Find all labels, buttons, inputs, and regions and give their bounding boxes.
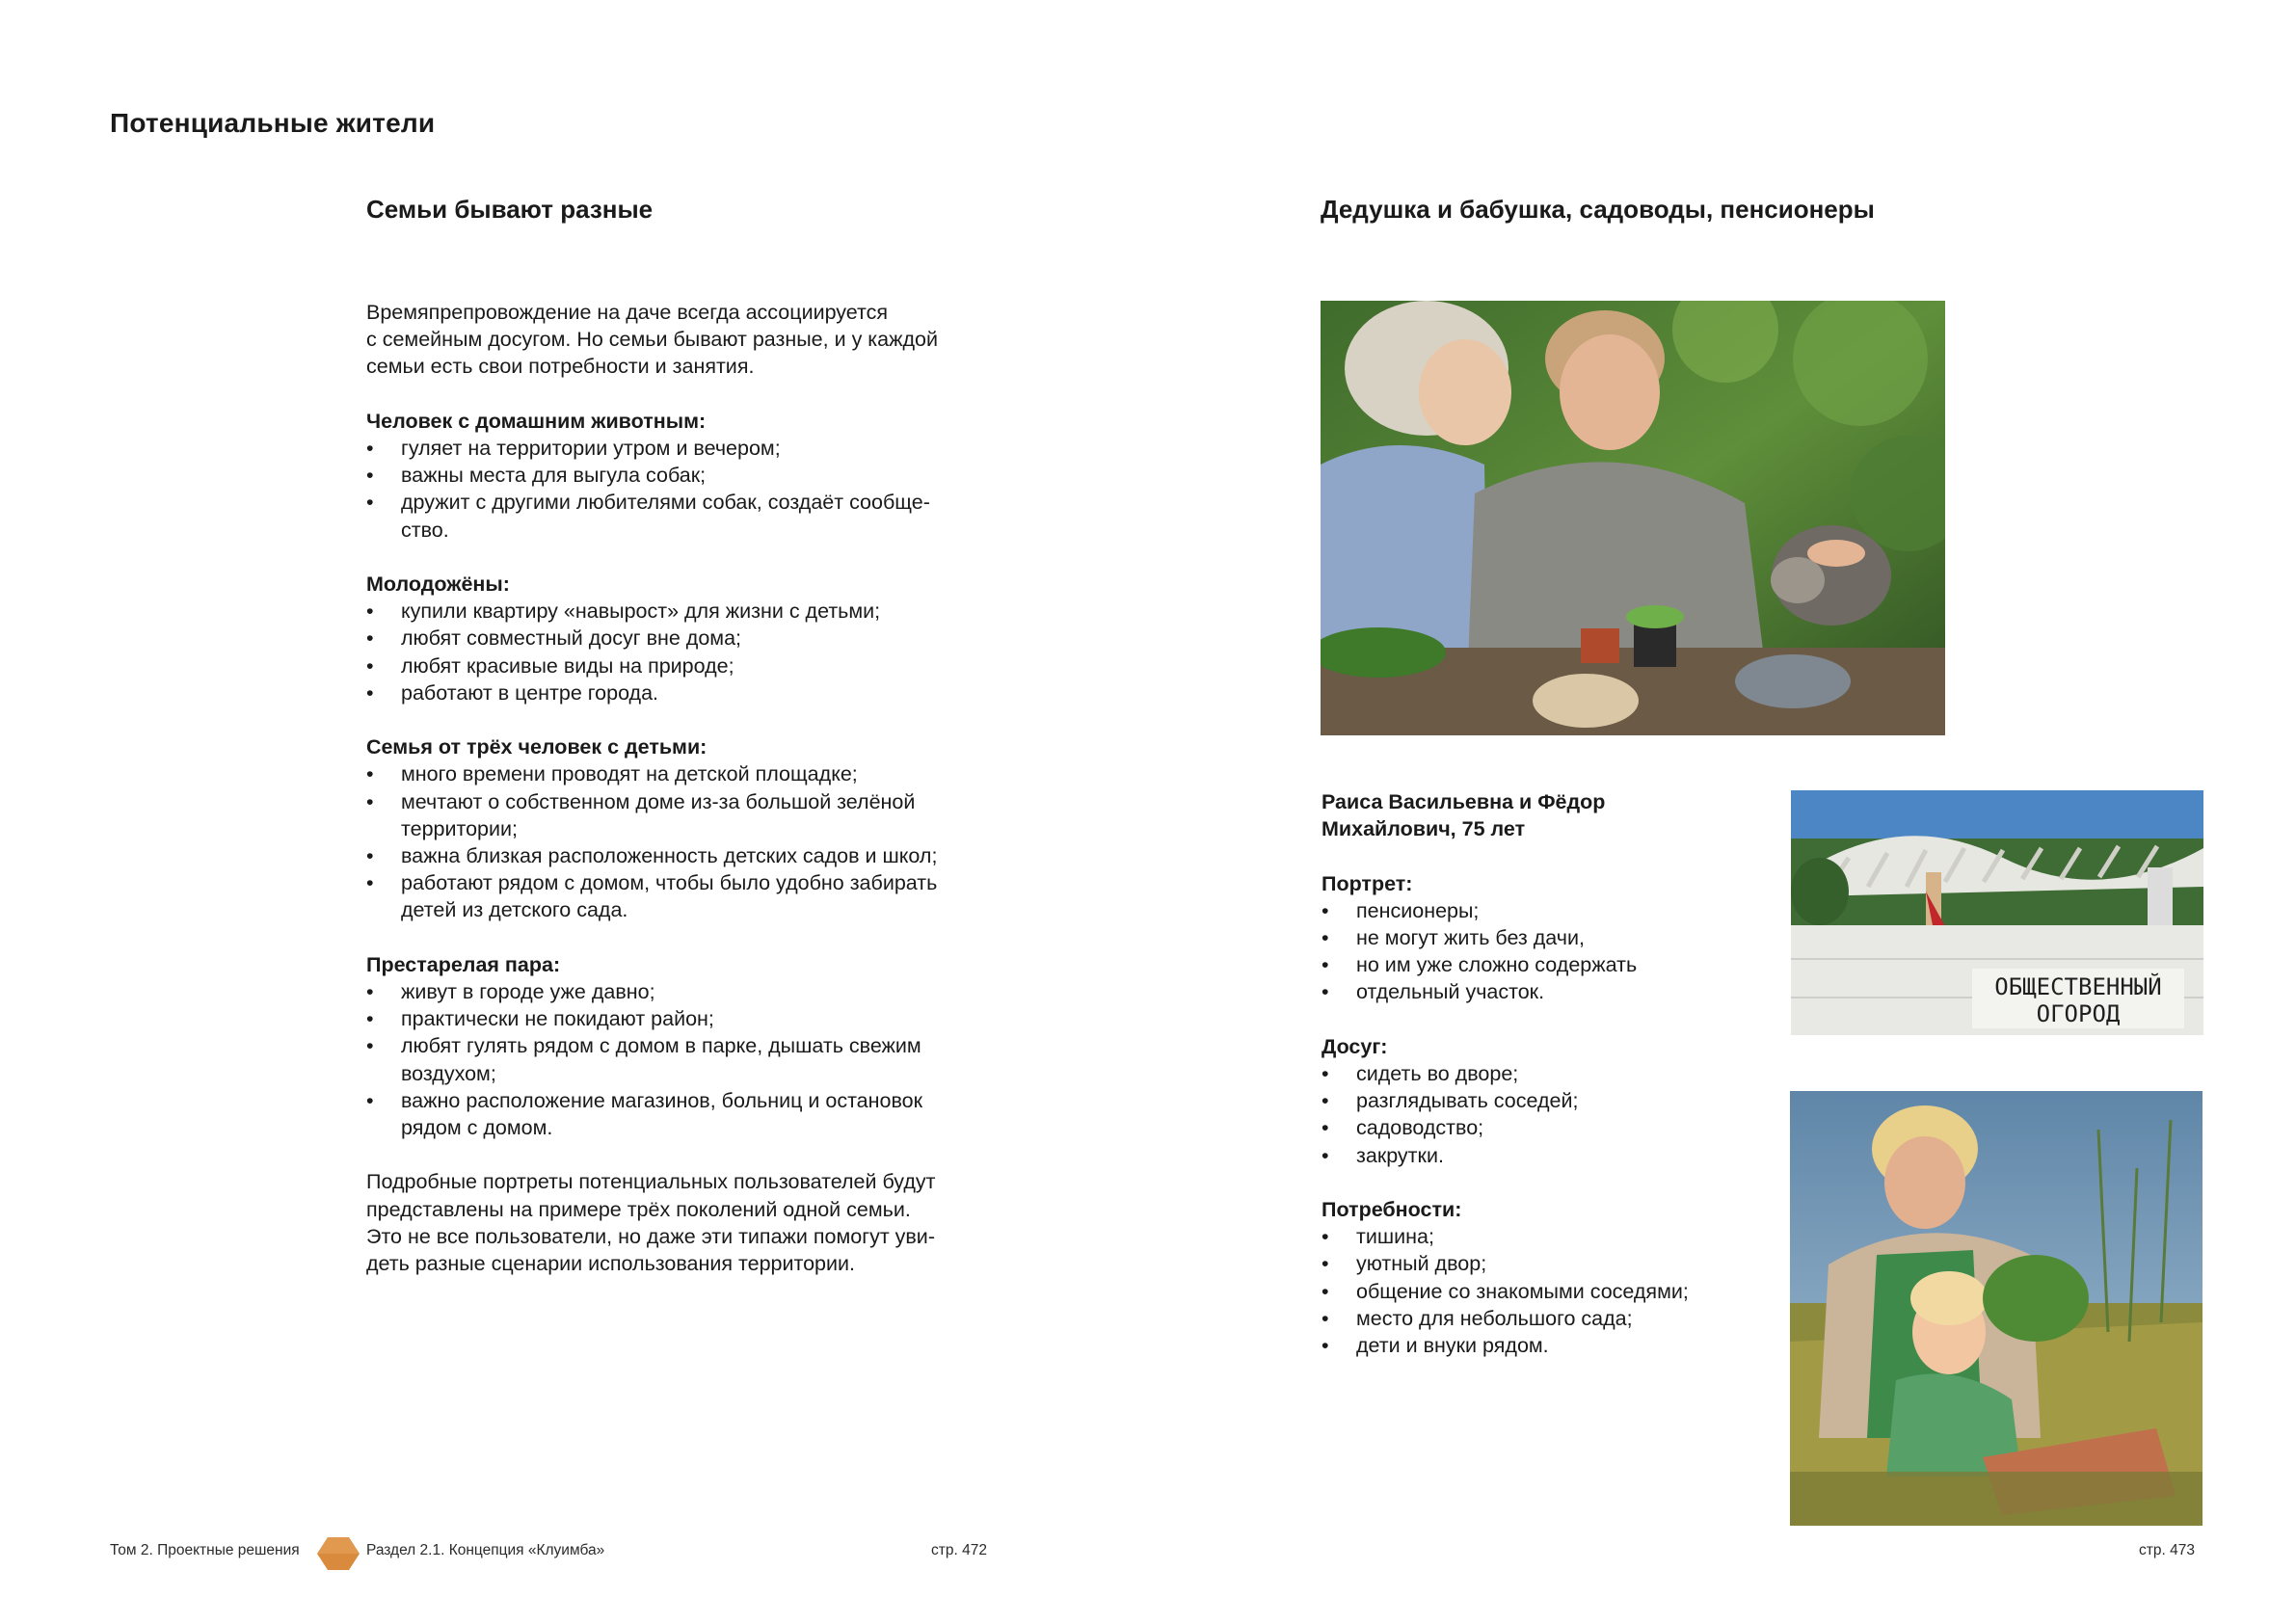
list-item: • разглядывать соседей; <box>1322 1087 1775 1114</box>
intro-line: Времяпрепровождение на даче всегда ассоциируется <box>366 301 889 324</box>
list-item: • любят красивые виды на природе; <box>366 652 1002 679</box>
list-item: • дружит с другими любителями собак, создаёт сообще- ство. <box>366 489 1002 543</box>
section-title-needs: Потребности: <box>1322 1198 1462 1221</box>
list-item: • пенсионеры; <box>1322 897 1775 924</box>
newlyweds-list <box>366 598 1002 706</box>
list-item: • место для небольшого сада; <box>1322 1305 1775 1332</box>
list-item: • садоводство; <box>1322 1114 1775 1141</box>
pet-owner-list <box>366 435 1002 544</box>
page-title: Потенциальные жители <box>110 108 436 138</box>
portrait-list <box>1322 897 1775 1006</box>
list-item: • закрутки. <box>1322 1142 1775 1169</box>
family-with-kids-list <box>366 760 1002 923</box>
list-item: • но им уже сложно содержать <box>1322 951 1775 978</box>
list-item: • общение со знакомыми соседями; <box>1322 1278 1775 1305</box>
list-item: • живут в городе уже давно; <box>366 978 1002 1005</box>
list-item: • гуляет на территории утром и вечером; <box>366 435 1002 462</box>
sign-text-line: ОГОРОД <box>2036 1000 2121 1027</box>
list-item: • важна близкая расположенность детских садов и школ; <box>366 842 1002 869</box>
needs-list <box>1322 1223 1775 1359</box>
section-title-leisure: Досуг: <box>1322 1034 1388 1058</box>
group-title-pet-owner: Человек с домашним животным: <box>366 409 707 433</box>
persona-text-column <box>1322 788 1775 1359</box>
list-item: • не могут жить без дачи, <box>1322 924 1775 951</box>
outro-line: Подробные портреты потенциальных пользователей будут <box>366 1170 936 1194</box>
leisure-list <box>1322 1060 1775 1169</box>
outro-line: представлены на примере трёх поколений одной семьи. <box>366 1197 911 1221</box>
footer-volume: Том 2. Проектные решения <box>110 1542 300 1558</box>
left-heading: Семьи бывают разные <box>366 195 654 224</box>
list-item: • отдельный участок. <box>1322 978 1775 1005</box>
list-item: • важны места для выгула собак; <box>366 462 1002 489</box>
group-title-family-with-kids: Семья от трёх человек с детьми: <box>366 735 707 759</box>
sign-text-line: ОБЩЕСТВЕННЫЙ <box>1994 973 2162 1000</box>
intro-line: семьи есть свои потребности и занятия. <box>366 355 755 379</box>
outro-line: Это не все пользователи, но даже эти типажи помогут уви- <box>366 1224 935 1248</box>
group-title-elderly-couple: Престарелая пара: <box>366 952 561 976</box>
page-number-left: стр. 472 <box>931 1542 987 1558</box>
right-heading: Дедушка и бабушка, садоводы, пенсионеры <box>1321 195 1875 224</box>
intro-line: с семейным досугом. Но семьи бывают разные, и у каждой <box>366 328 939 352</box>
persona-name: Михайлович, 75 лет <box>1322 817 1526 841</box>
list-item: • купили квартиру «навырост» для жизни с детьми; <box>366 598 1002 625</box>
list-item: • работают в центре города. <box>366 679 1002 706</box>
kluimba-logo-icon <box>316 1535 360 1572</box>
list-item: • важно расположение магазинов, больниц и остановок рядом с домом. <box>366 1087 1002 1141</box>
list-item: • любят гулять рядом с домом в парке, дышать свежим воздухом; <box>366 1032 1002 1086</box>
outro-line: деть разные сценарии использования территории. <box>366 1252 856 1276</box>
section-title-portrait: Портрет: <box>1322 871 1413 895</box>
list-item: • любят совместный досуг вне дома; <box>366 625 1002 652</box>
list-item: • мечтают о собственном доме из-за большой зелёной территории; <box>366 788 1002 842</box>
list-item: • много времени проводят на детской площадке; <box>366 760 1002 787</box>
list-item: • работают рядом с домом, чтобы было удобно забирать детей из детского сада. <box>366 869 1002 923</box>
persona-name: Раиса Васильевна и Фёдор <box>1322 790 1606 813</box>
footer-section: Раздел 2.1. Концепция «Клуимба» <box>366 1542 605 1558</box>
list-item: • уютный двор; <box>1322 1250 1775 1277</box>
list-item: • сидеть во дворе; <box>1322 1060 1775 1087</box>
community-garden-photo <box>1791 790 2203 1035</box>
grandmother-child-photo <box>1790 1091 2203 1526</box>
page-number-right: стр. 473 <box>2139 1542 2195 1558</box>
list-item: • практически не покидают район; <box>366 1005 1002 1032</box>
group-title-newlyweds: Молодожёны: <box>366 572 510 596</box>
list-item: • дети и внуки рядом. <box>1322 1332 1775 1359</box>
elderly-couple-list <box>366 978 1002 1141</box>
list-item: • тишина; <box>1322 1223 1775 1250</box>
left-text-column <box>366 299 1002 1277</box>
elderly-couple-photo <box>1321 301 1945 735</box>
